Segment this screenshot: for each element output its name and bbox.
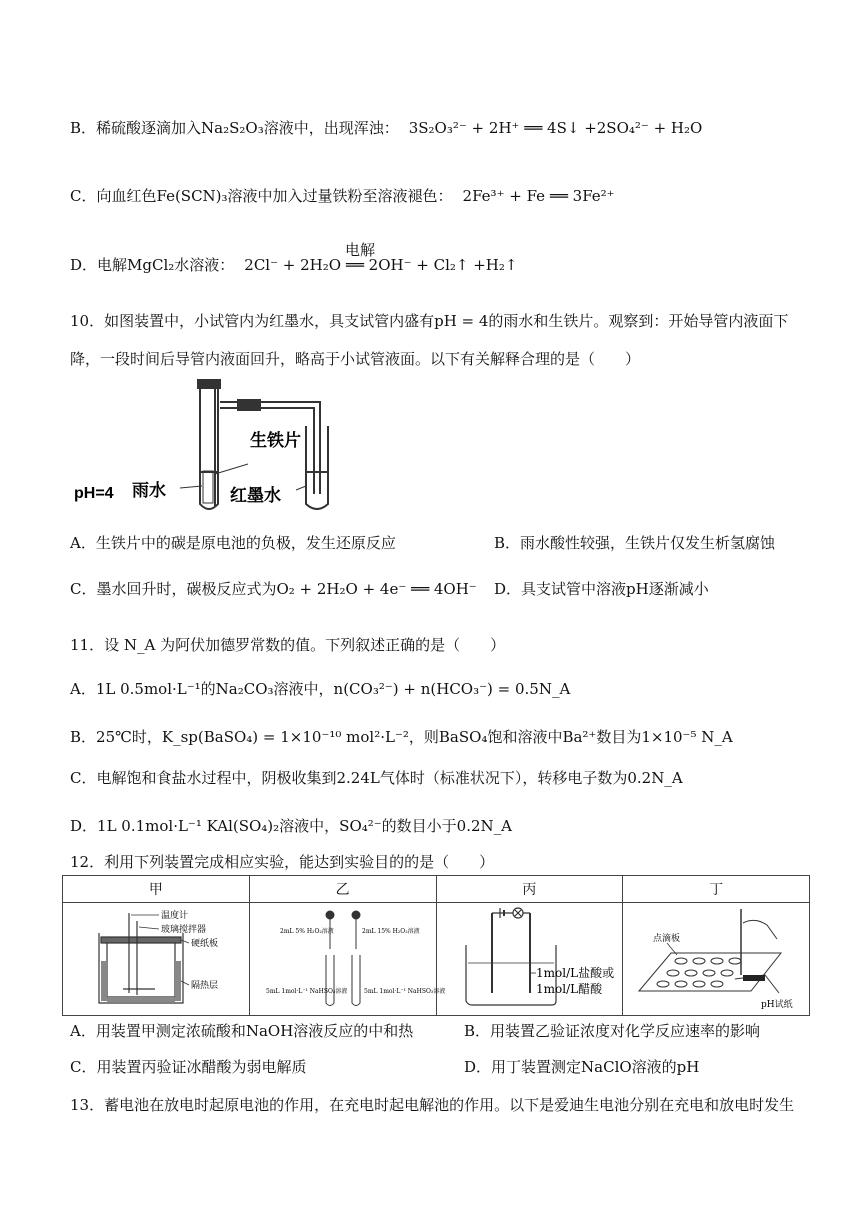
label-nahso3-left: 5mL 1mol·L⁻¹ NaHSO₃溶液 (265, 988, 347, 995)
q11-option-b: B．25℃时，K_sp(BaSO₄) = 1×10⁻¹⁰ mol²·L⁻²，则BaSO₄饱和溶液中Ba²⁺数目为1×10⁻⁵ N_A (70, 728, 733, 746)
apparatus-bing (444, 903, 614, 1011)
q9-option-b-equation: 3S₂O₃²⁻ + 2H⁺ ══ 4S↓ +2SO₄²⁻ + H₂O (408, 119, 703, 137)
table-header-bing: 丙 (436, 876, 623, 903)
label-h2o2-15: 2mL 15% H₂O₂溶液 (361, 928, 420, 935)
q12-experiment-table (62, 875, 810, 1016)
q12-option-c: C．用装置丙验证冰醋酸为弱电解质 (70, 1058, 307, 1076)
label-rain: 雨水 (132, 481, 166, 500)
label-thermometer: 温度计 (160, 911, 188, 921)
q10-stem-line2: 降，一段时间后导管内液面回升，略高于小试管液面。以下有关解释合理的是（ ） (70, 350, 641, 368)
apparatus-ding (631, 903, 801, 1011)
cell-bing (436, 903, 623, 1016)
q11-option-c: C．电解饱和食盐水过程中，阴极收集到2.24L气体时（标准状况下），转移电子数为0.2N_A (70, 769, 683, 787)
q9-option-d-label: D．电解MgCl₂水溶液： (70, 256, 235, 274)
q12-stem: 12．利用下列装置完成相应实验，能达到实验目的的是（ ） (70, 853, 495, 871)
apparatus-jia (71, 903, 241, 1011)
q10-option-b: B．雨水酸性较强，生铁片仅发生析氢腐蚀 (494, 534, 776, 552)
q9-option-d (70, 254, 517, 275)
table-header-ding: 丁 (623, 876, 810, 903)
label-acid-2: 1mol/L醋酸 (536, 982, 603, 996)
q9-option-d-equation: 2Cl⁻ + 2H₂O ══ 2OH⁻ + Cl₂↑ +H₂↑ (244, 256, 518, 274)
q9-option-c-label: C．向血红色Fe(SCN)₃溶液中加入过量铁粉至溶液褪色： (70, 187, 453, 205)
label-spot-plate: 点滴板 (653, 934, 681, 944)
q9-option-c-equation: 2Fe³⁺ + Fe ══ 3Fe²⁺ (462, 187, 615, 205)
q9-option-c (70, 185, 615, 206)
label-h2o2-5: 2mL 5% H₂O₂溶液 (279, 928, 334, 935)
table-header-yi: 乙 (249, 876, 436, 903)
q10-apparatus-figure (70, 376, 330, 516)
label-ph-paper: pH试纸 (761, 1000, 793, 1010)
q12-option-d: D．用丁装置测定NaClO溶液的pH (464, 1058, 700, 1076)
label-ink: 红墨水 (230, 486, 281, 505)
label-nahso3-right: 5mL 1mol·L⁻¹ NaHSO₃溶液 (363, 988, 445, 995)
label-acid-1: 1mol/L盐酸或 (536, 966, 615, 980)
label-stirrer: 玻璃搅拌器 (160, 925, 206, 935)
label-cardboard: 硬纸板 (190, 939, 218, 949)
q11-option-d: D．1L 0.1mol·L⁻¹ KAl(SO₄)₂溶液中，SO₄²⁻的数目小于0.2N_A (70, 817, 512, 835)
q9-option-d-condition: 电解 (345, 241, 376, 259)
q13-stem: 13．蓄电池在放电时起原电池的作用，在充电时起电解池的作用。以下是爱迪生电池分别在充电和放电时发生 (70, 1096, 795, 1114)
label-iron: 生铁片 (250, 431, 301, 450)
table-header-jia: 甲 (63, 876, 250, 903)
cell-yi (249, 903, 445, 1016)
q11-option-a: A．1L 0.5mol·L⁻¹的Na₂CO₃溶液中，n(CO₃²⁻) + n(HCO₃⁻) = 0.5N_A (70, 680, 571, 698)
q10-option-d: D．具支试管中溶液pH逐渐减小 (494, 580, 709, 598)
cell-ding (623, 903, 810, 1016)
q10-stem-line1: 10．如图装置中，小试管内为红墨水，具支试管内盛有pH = 4的雨水和生铁片。观察到：开始导管内液面下 (70, 312, 789, 330)
q9-option-b (70, 117, 702, 138)
apparatus-yi (258, 903, 445, 1011)
cell-jia (63, 903, 250, 1016)
label-ph: pH=4 (74, 485, 114, 502)
q12-option-a: A．用装置甲测定浓硫酸和NaOH溶液反应的中和热 (70, 1022, 414, 1040)
q11-stem: 11．设 N_A 为阿伏加德罗常数的值。下列叙述正确的是（ ） (70, 636, 506, 654)
q10-option-a: A．生铁片中的碳是原电池的负极，发生还原反应 (70, 534, 396, 552)
q10-option-c: C．墨水回升时，碳极反应式为O₂ + 2H₂O + 4e⁻ ══ 4OH⁻ (70, 580, 477, 598)
q12-option-b: B．用装置乙验证浓度对化学反应速率的影响 (464, 1022, 761, 1040)
label-insulation: 隔热层 (190, 981, 218, 991)
q9-option-b-label: B．稀硫酸逐滴加入Na₂S₂O₃溶液中，出现浑浊： (70, 119, 399, 137)
